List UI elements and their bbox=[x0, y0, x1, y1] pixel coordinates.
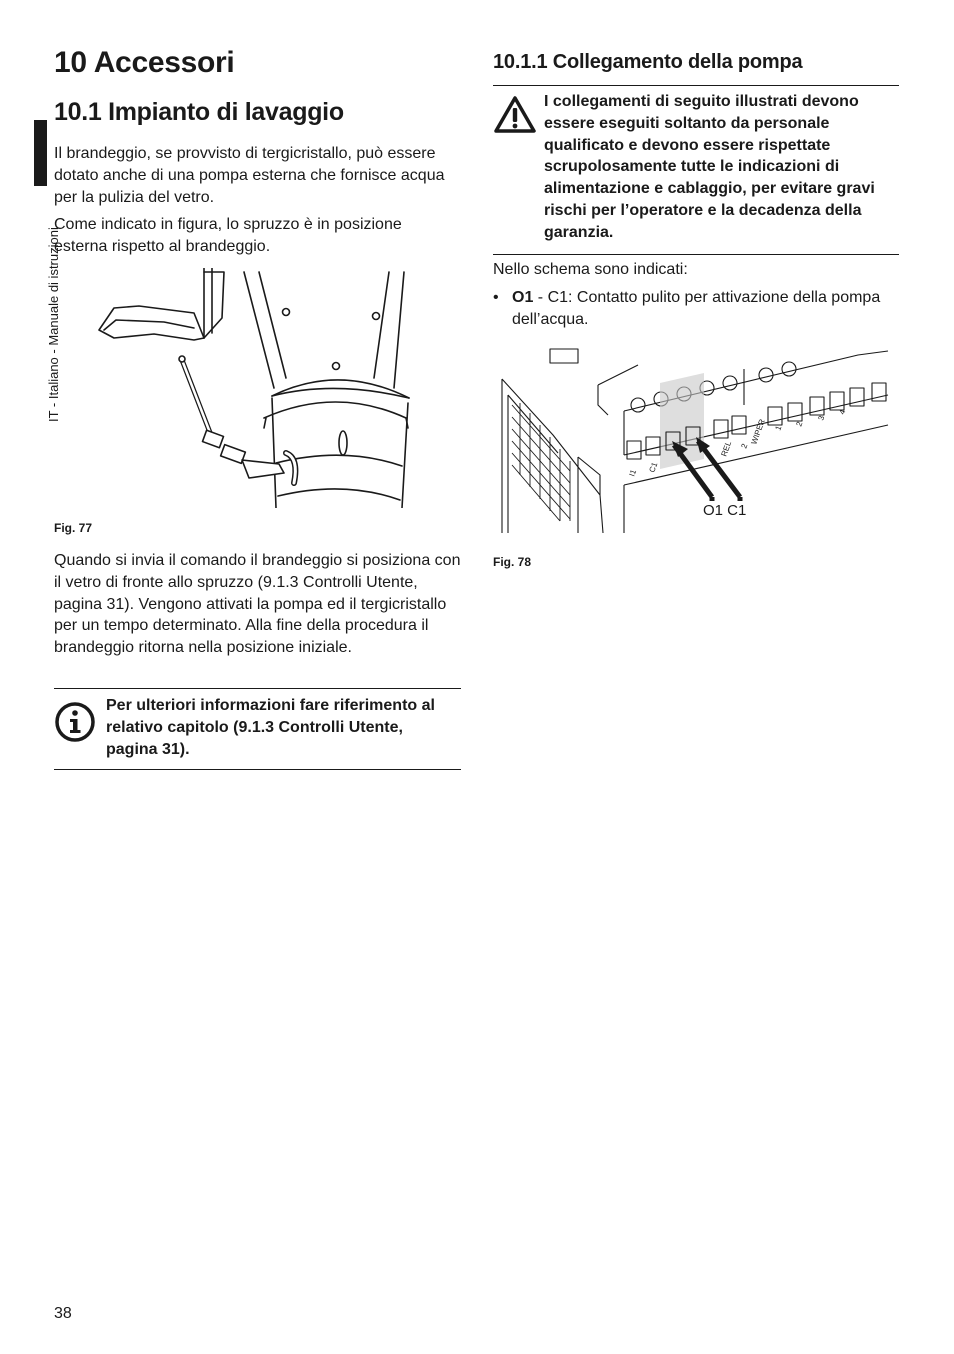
terminal-mark: 2 bbox=[739, 442, 750, 450]
terminal-mark: REL bbox=[719, 439, 734, 458]
terminal-mark: I1 bbox=[627, 468, 639, 478]
terminal-mark: 1 bbox=[773, 424, 784, 432]
section-title: 10.1 Impianto di lavaggio bbox=[54, 98, 344, 126]
terminal-mark: 4 bbox=[837, 408, 848, 416]
figure-78-wiring-diagram bbox=[498, 345, 896, 537]
terminal-mark: 3 bbox=[816, 414, 827, 422]
warning-note bbox=[493, 85, 899, 255]
terminal-mark: C1 bbox=[647, 460, 660, 474]
bullet-term: O1 bbox=[512, 289, 534, 306]
paragraph-position: Come indicato in figura, lo spruzzo è in posizione esterna rispetto al brandeggio. bbox=[54, 216, 402, 255]
side-running-text: IT - Italiano - Manuale di istruzioni bbox=[46, 227, 61, 422]
wire-labels: O1 C1 bbox=[703, 502, 747, 519]
terminal-mark: 2 bbox=[794, 420, 805, 428]
figure-77-illustration bbox=[54, 268, 464, 508]
bullet-marker: • bbox=[493, 289, 499, 306]
info-icon bbox=[54, 701, 96, 743]
warning-triangle-icon bbox=[493, 95, 537, 135]
side-tab-marker bbox=[34, 120, 47, 186]
paragraph-intro: Il brandeggio, se provvisto di tergicristallo, può essere dotato anche di una pompa esterna che fornisce acqua per la pulizia del vetro. bbox=[54, 145, 445, 206]
figure-77-caption: Fig. 77 bbox=[54, 521, 93, 535]
chapter-title: 10 Accessori bbox=[54, 46, 235, 79]
subsection-title: 10.1.1 Collegamento della pompa bbox=[493, 51, 803, 73]
page-number: 38 bbox=[54, 1305, 72, 1322]
info-note bbox=[54, 688, 461, 770]
figure-78-caption: Fig. 78 bbox=[493, 555, 532, 569]
paragraph-procedure: Quando si invia il comando il brandeggio si posiziona con il vetro di fronte allo spruzzo (9.1.3 Controlli Utente, pagina 31). Vengono attivati la pompa ed il tergicristallo per un tempo determinato. Alla fine della procedura il brandeggio ritorna nella posizione iniziale. bbox=[54, 552, 461, 657]
bullet-description: - C1: Contatto pulito per attivazione della pompa dell’acqua. bbox=[512, 289, 881, 328]
info-note-text: Per ulteriori informazioni fare riferimento al relativo capitolo (9.1.3 Controlli Utente, pagina 31). bbox=[106, 697, 435, 758]
warning-text: I collegamenti di seguito illustrati devono essere eseguiti soltanto da personale qualificato e devono essere rispettate scrupolosamente tutte le indicazioni di alimentazione e cablaggio, per evitare gravi rischi per l’operatore e la decadenza della garanzia. bbox=[544, 93, 875, 241]
terminal-mark: WIPER bbox=[749, 417, 767, 446]
schema-intro: Nello schema sono indicati: bbox=[493, 261, 688, 278]
